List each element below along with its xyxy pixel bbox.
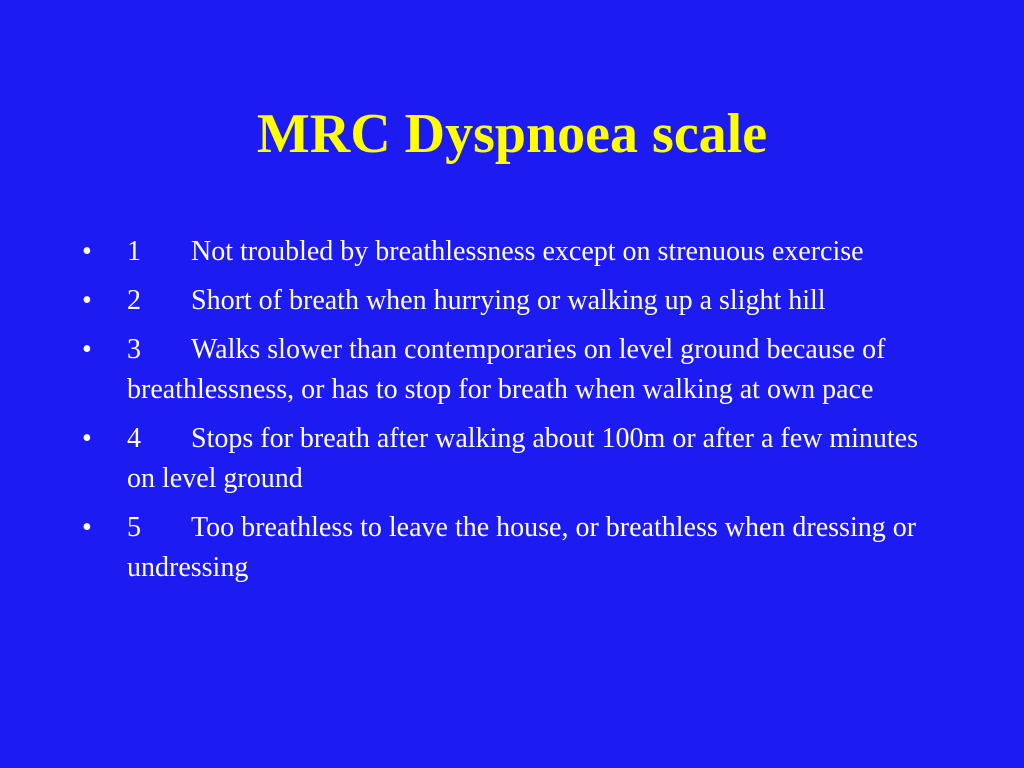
grade-description: Short of breath when hurrying or walking up a slight hill — [191, 285, 826, 316]
bullet-icon: • — [82, 423, 92, 454]
grade-number: 5 — [127, 512, 141, 543]
grade-number: 2 — [127, 285, 141, 316]
bullet-icon: • — [82, 285, 92, 316]
grade-number: 3 — [127, 334, 141, 365]
list-item — [82, 281, 942, 321]
bullet-icon: • — [82, 236, 92, 267]
grade-description: Not troubled by breathlessness except on strenuous exercise — [191, 236, 864, 267]
grade-description: Too breathless to leave the house, or breathless when dressing or undressing — [127, 512, 917, 583]
grade-number: 1 — [127, 236, 141, 267]
list-item — [82, 232, 942, 272]
slide-title: MRC Dyspnoea scale — [256, 103, 768, 165]
grade-description: Walks slower than contemporaries on level ground because of breathlessness, or has to stop for breath when walking at own pace — [127, 334, 886, 405]
bullet-icon: • — [82, 334, 92, 365]
list-item — [82, 330, 942, 410]
bullet-icon: • — [82, 512, 92, 543]
grade-description: Stops for breath after walking about 100m or after a few minutes on level ground — [127, 423, 919, 494]
list-item — [82, 508, 942, 588]
bullet-list — [82, 232, 942, 597]
list-item — [82, 419, 942, 499]
grade-number: 4 — [127, 423, 141, 454]
